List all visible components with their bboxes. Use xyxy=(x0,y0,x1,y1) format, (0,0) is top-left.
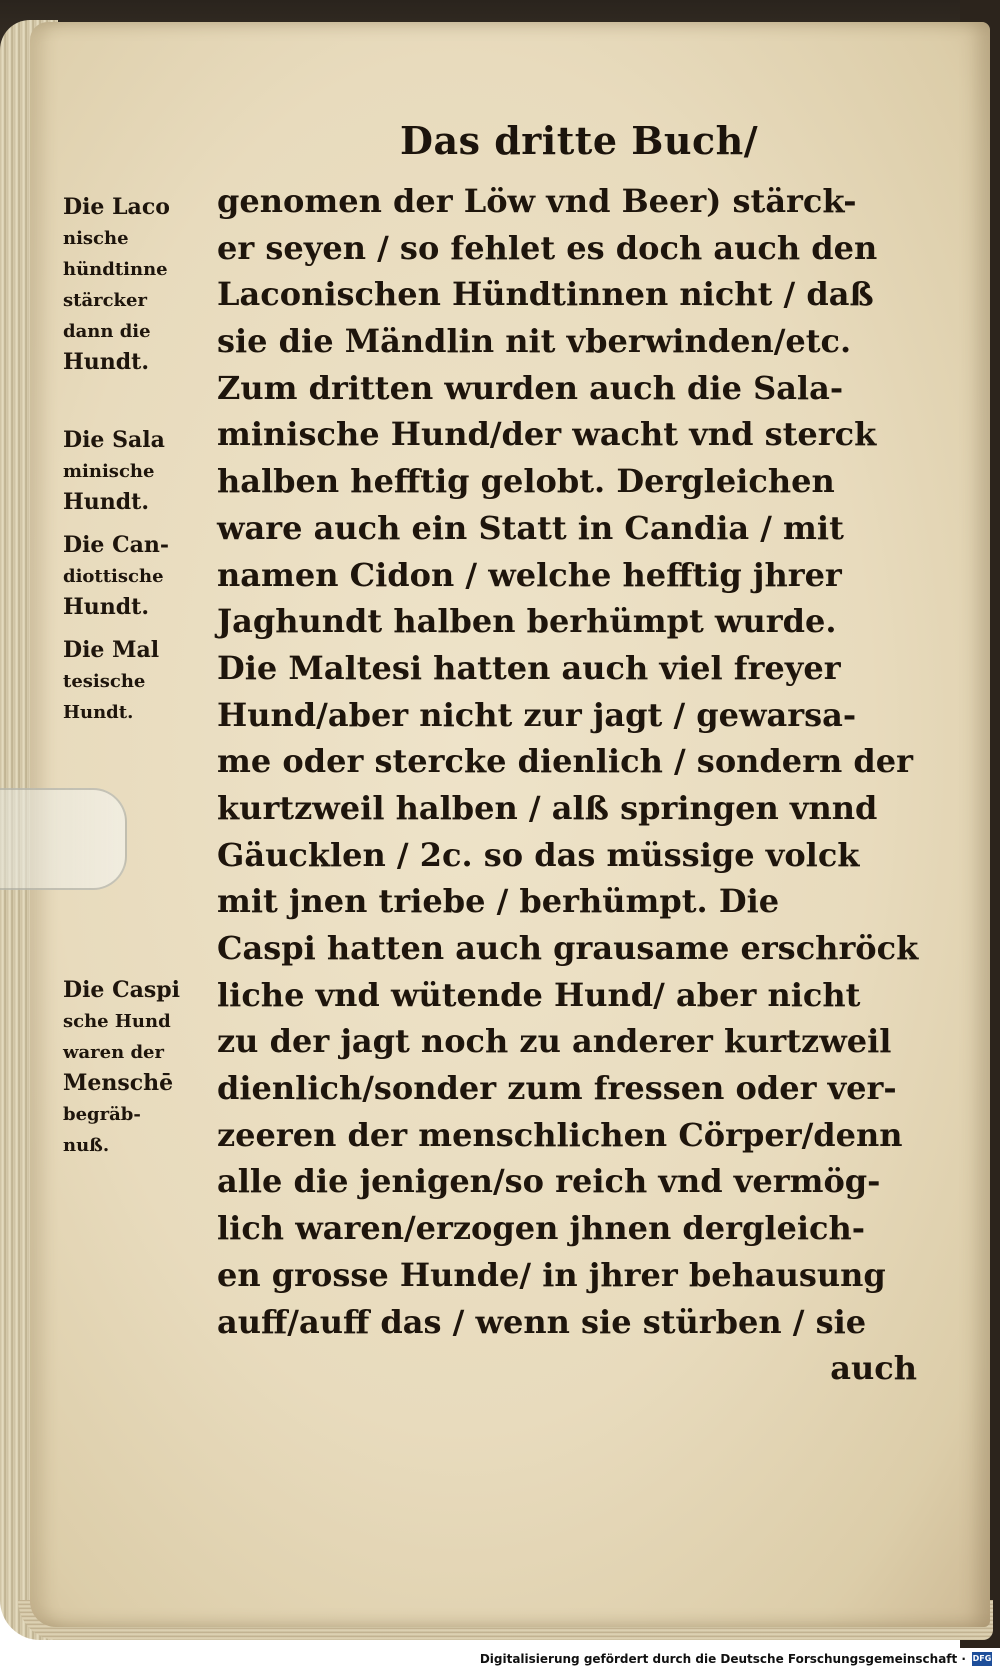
text-line: auff/auff das / wenn sie stürben / sie xyxy=(217,1302,867,1341)
margin-note-line: tesische xyxy=(63,671,146,692)
text-line: namen Cidon / welche hefftig jhrer xyxy=(217,555,842,594)
footer-credit: Digitalisierung gefördert durch die Deutsche Forschungsgemeinschaft · xyxy=(479,1652,966,1666)
margin-note-line: stärcker xyxy=(63,290,147,311)
margin-note-line: Menschē xyxy=(63,1070,174,1096)
text-line: sie die Mändlin nit vberwinden/etc. xyxy=(217,322,852,361)
text-line: ware auch ein Statt in Candia / mit xyxy=(217,508,844,547)
margin-note-line: Die Laco xyxy=(63,194,170,220)
margin-note-line: waren der xyxy=(63,1042,164,1063)
main-text-block xyxy=(217,178,917,1392)
text-line: zeeren der menschlichen Cörper/denn xyxy=(217,1115,903,1154)
margin-note-line: hündtinne xyxy=(63,259,168,280)
text-line: Laconischen Hündtinnen nicht / daß xyxy=(217,275,874,314)
margin-note-line: Die Mal xyxy=(63,637,160,663)
page-clip xyxy=(0,788,127,890)
dfg-logo: DFG xyxy=(972,1652,992,1666)
text-line: Jaghundt halben berhümpt wurde. xyxy=(217,602,837,641)
margin-note-line: nische xyxy=(63,228,129,249)
text-line: liche vnd wütende Hund/ aber nicht xyxy=(217,975,861,1014)
text-line: halben hefftig gelobt. Dergleichen xyxy=(217,462,835,501)
text-line: Hund/aber nicht zur jagt / gewarsa- xyxy=(217,695,857,734)
margin-note-line: nuß. xyxy=(63,1135,110,1156)
margin-note-line: Hundt. xyxy=(63,702,134,723)
text-line: alle die jenigen/so reich vnd vermög- xyxy=(217,1162,881,1201)
text-line: lich waren/erzogen jhnen dergleich- xyxy=(217,1209,866,1248)
margin-note-line: Hundt. xyxy=(63,489,149,515)
margin-note-line: sche Hund xyxy=(63,1011,171,1032)
text-line: mit jnen triebe / berhümpt. Die xyxy=(217,882,780,921)
text-line: dienlich/sonder zum fressen oder ver- xyxy=(217,1069,897,1108)
text-line: Gäucklen / 2c. so das müssige volck xyxy=(217,835,860,874)
margin-note-line: Hundt. xyxy=(63,594,149,620)
text-line: me oder stercke dienlich / sondern der xyxy=(217,742,914,781)
text-line: minische Hund/der wacht vnd sterck xyxy=(217,415,877,454)
text-line: en grosse Hunde/ in jhrer behausung xyxy=(217,1255,886,1294)
margin-note-salaminian xyxy=(63,425,223,518)
text-line: genomen der Löw vnd Beer) stärck- xyxy=(217,182,857,220)
margin-note-laconian xyxy=(63,192,223,378)
margin-note-line: begräb- xyxy=(63,1104,141,1125)
margin-note-candiot xyxy=(63,530,223,623)
margin-note-line: dann die xyxy=(63,321,151,342)
margin-note-line: Die Caspi xyxy=(63,977,180,1003)
text-line: Zum dritten wurden auch die Sala- xyxy=(217,368,844,407)
margin-note-caspian xyxy=(63,975,223,1161)
margin-note-line: Die Sala xyxy=(63,427,165,453)
margin-note-line: Hundt. xyxy=(63,349,149,375)
text-line: Die Maltesi hatten auch viel freyer xyxy=(217,648,841,687)
text-line: kurtzweil halben / alß springen vnnd xyxy=(217,788,878,827)
text-line: zu der jagt noch zu anderer kurtzweil xyxy=(217,1022,892,1061)
margin-note-maltese xyxy=(63,635,223,728)
margin-note-line: minische xyxy=(63,461,155,482)
catchword: auch xyxy=(830,1349,917,1388)
text-line: Caspi hatten auch grausame erschröck xyxy=(217,929,919,967)
text-line: er seyen / so fehlet es doch auch den xyxy=(217,228,878,267)
running-header: Das dritte Buch/ xyxy=(400,118,759,163)
margin-note-line: diottische xyxy=(63,566,164,587)
margin-note-line: Die Can- xyxy=(63,532,169,558)
